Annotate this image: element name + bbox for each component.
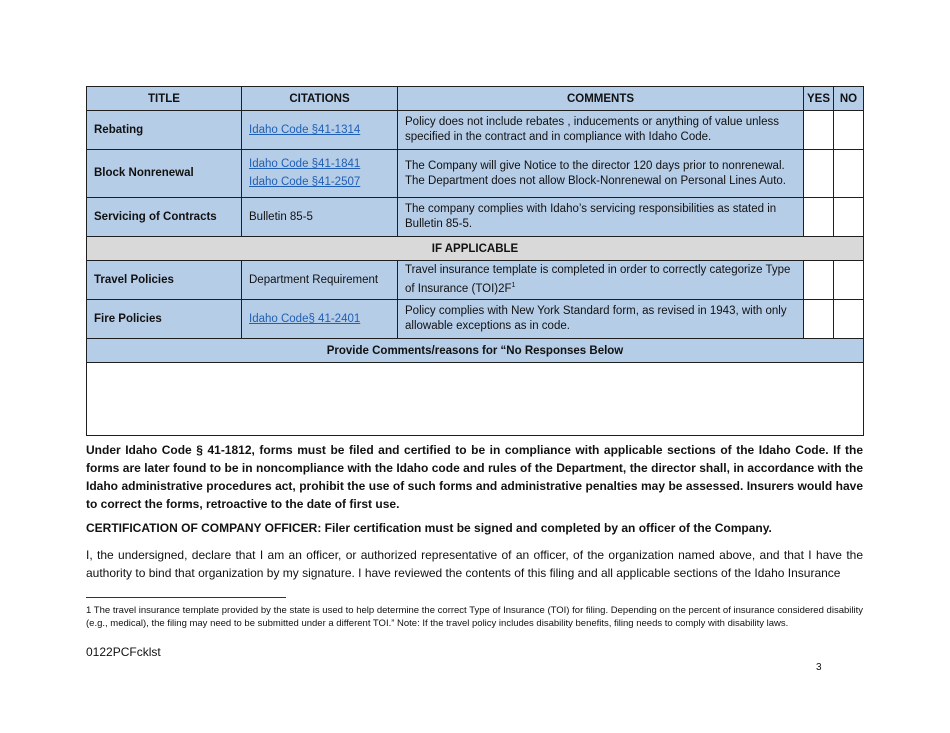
no-cell[interactable] bbox=[834, 150, 864, 198]
yes-cell[interactable] bbox=[804, 111, 834, 150]
yes-cell[interactable] bbox=[804, 261, 834, 300]
row-citation-text: Department Requirement bbox=[242, 261, 398, 300]
footnote-divider bbox=[86, 597, 286, 598]
row-comment-text: Travel insurance template is completed in order to correctly categorize Type of Insurance (TOI)2F bbox=[405, 264, 791, 295]
citation-link[interactable]: Idaho Code §41-1314 bbox=[249, 123, 361, 136]
legal-paragraph: Under Idaho Code § 41-1812, forms must be filed and certified to be in compliance with applicable sections of the Idaho Code. If the forms are later found to be in noncompliance with the Idaho code and rules of the Department, the director shall, in accordance with the Idaho administrative procedures act, prohibit the use of such forms and administrative penalties may be assessed. Insurers would have to correct the forms, retroactive to the date of first use. bbox=[86, 443, 863, 511]
table-header-row bbox=[87, 87, 864, 111]
row-comment bbox=[398, 261, 804, 300]
form-code: 0122PCFcklst bbox=[86, 645, 161, 659]
row-title: Rebating bbox=[87, 111, 242, 150]
yes-cell[interactable] bbox=[804, 198, 834, 237]
row-comment: Policy does not include rebates , inducements or anything of value unless specified in the contract and in compliance with Idaho Code. bbox=[398, 111, 804, 150]
yes-cell[interactable] bbox=[804, 300, 834, 339]
no-cell[interactable] bbox=[834, 198, 864, 237]
comments-area-row bbox=[87, 363, 864, 436]
row-title: Block Nonrenewal bbox=[87, 150, 242, 198]
page-number: 3 bbox=[816, 662, 822, 673]
section-if-applicable: IF APPLICABLE bbox=[87, 237, 864, 261]
row-title: Travel Policies bbox=[87, 261, 242, 300]
comments-banner: Provide Comments/reasons for “No Responses Below bbox=[87, 339, 864, 363]
certification-heading: CERTIFICATION OF COMPANY OFFICER: Filer certification must be signed and completed by an officer of the Company. bbox=[86, 521, 772, 535]
table-row bbox=[87, 300, 864, 339]
checklist-table bbox=[86, 86, 864, 436]
no-cell[interactable] bbox=[834, 111, 864, 150]
header-comments: COMMENTS bbox=[398, 87, 804, 111]
no-cell[interactable] bbox=[834, 300, 864, 339]
footnote-number: 1 bbox=[86, 605, 92, 616]
yes-cell[interactable] bbox=[804, 150, 834, 198]
footnote bbox=[86, 604, 863, 630]
citation-link[interactable]: Idaho Code §41-1841 bbox=[249, 158, 361, 170]
row-citations bbox=[242, 111, 398, 150]
declaration-paragraph: I, the undersigned, declare that I am an officer, or authorized representative of an officer, of the organization named above, and that I have the authority to bind that organization by my signature. I have reviewed the contents of this filing and all applicable sections of the Idaho Insurance bbox=[86, 548, 863, 580]
comments-area[interactable] bbox=[87, 363, 864, 436]
footnote-text: The travel insurance template provided by the state is used to help determine the correct Type of Insurance (TOI) for filing. Depending on the percent of insurance considered disability (e.g., medical), the filing may need to be submitted under a different TOI.” Note: If the travel policy includes disability benefits, filing needs to comply with disability laws. bbox=[86, 605, 863, 629]
table-row bbox=[87, 111, 864, 150]
row-citation-text: Bulletin 85-5 bbox=[242, 198, 398, 237]
row-title: Fire Policies bbox=[87, 300, 242, 339]
no-cell[interactable] bbox=[834, 261, 864, 300]
header-no: NO bbox=[834, 87, 864, 111]
section-row bbox=[87, 339, 864, 363]
header-yes: YES bbox=[804, 87, 834, 111]
footnote-ref: 1 bbox=[511, 282, 516, 290]
row-citations bbox=[242, 300, 398, 339]
table-row bbox=[87, 261, 864, 300]
citation-link[interactable]: Idaho Code§ 41-2401 bbox=[249, 312, 361, 325]
row-title: Servicing of Contracts bbox=[87, 198, 242, 237]
header-citations: CITATIONS bbox=[242, 87, 398, 111]
row-comment: Policy complies with New York Standard form, as revised in 1943, with only allowable exceptions as in code. bbox=[398, 300, 804, 339]
table-row bbox=[87, 150, 864, 198]
citation-link[interactable]: Idaho Code §41-2507 bbox=[249, 176, 361, 188]
row-comment: The Company will give Notice to the director 120 days prior to nonrenewal. The Department does not allow Block-Nonrenewal on Personal Lines Auto. bbox=[398, 150, 804, 198]
row-citations bbox=[242, 150, 398, 198]
section-row bbox=[87, 237, 864, 261]
row-comment: The company complies with Idaho’s servicing responsibilities as stated in Bulletin 85-5. bbox=[398, 198, 804, 237]
table-row bbox=[87, 198, 864, 237]
header-title: TITLE bbox=[87, 87, 242, 111]
